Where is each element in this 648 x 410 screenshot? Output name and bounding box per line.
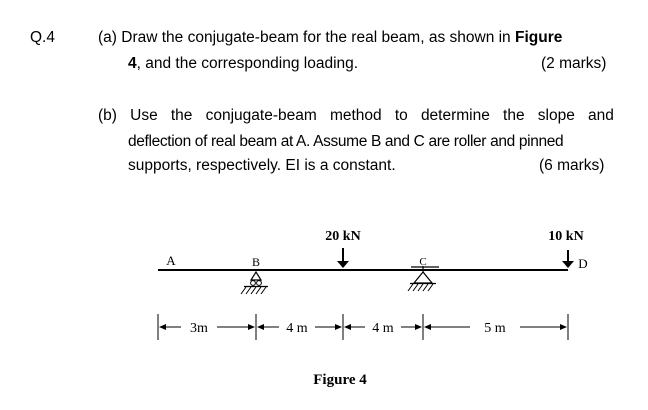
part-b-line1-word: conjugate-beam [205,107,317,124]
load-10kn-arrow [562,250,574,268]
part-b-marks: (6 marks) [539,157,605,174]
point-d-label: D [578,256,588,271]
part-a-line2-text: , and the corresponding loading. [136,55,359,72]
part-b-line1-word: Use [130,107,158,124]
part-a-marks: (2 marks) [541,55,607,72]
load-10kn-label: 10 kN [548,229,584,244]
part-b-line1-word: slope [537,107,575,124]
figure-caption: Figure 4 [313,372,367,388]
point-a-label: A [166,253,176,268]
part-a-figure-ref: Figure [515,29,563,46]
load-20kn-arrow [337,248,349,268]
point-c-label: C [419,256,427,268]
dimension-load-c-label: 4 m [372,321,394,336]
part-b-line1-word: to [394,107,408,124]
dimension-ab-label: 3m [190,321,208,336]
part-b-line2: deflection of real beam at A. Assume B and C are roller and pinned [128,133,564,150]
load-20kn-label: 20 kN [325,229,361,244]
part-a-line1-text: (a) Draw the conjugate-beam for the real beam, as shown in [98,29,515,46]
part-b-line1-word: the [503,107,525,124]
dimension-lines [158,314,568,340]
point-b-label: B [251,255,261,269]
part-b-line1-word: (b) [98,107,117,124]
part-b-line3: supports, respectively. EI is a constant. [128,157,396,174]
part-b-line1-word: the [170,107,193,124]
part-b-line1-word: and [588,107,614,124]
part-a-figure-num: 4 [128,55,137,72]
roller-support-b [241,272,268,294]
part-b-line1-word: determine [420,107,490,124]
part-b-line1-word: method [329,107,382,124]
dimension-b-load-label: 4 m [286,321,308,336]
question-number: Q.4 [30,29,55,46]
dimension-cd-label: 5 m [484,321,506,336]
